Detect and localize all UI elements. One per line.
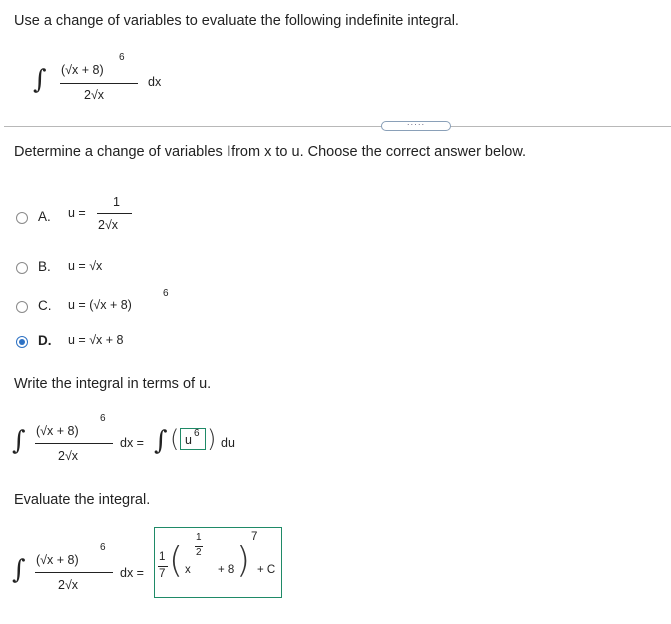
fraction-bar	[60, 83, 138, 84]
plus-c-constant: + C	[257, 564, 276, 576]
part3-numerator: (√x + 8)	[36, 553, 79, 567]
option-b-letter: B.	[38, 259, 51, 274]
answer-base-x: x	[185, 564, 191, 576]
option-a-fraction-bar	[97, 213, 132, 214]
part2-answer-u: u	[185, 433, 192, 447]
part1-prompt	[14, 144, 526, 160]
coefficient-denominator: 7	[159, 568, 166, 580]
right-paren-icon: )	[236, 540, 251, 581]
integrand-numerator: (√x + 8)	[61, 63, 104, 77]
part2-prompt: Write the integral in terms of u.	[14, 376, 212, 392]
part2-answer-exponent: 6	[194, 428, 200, 439]
part2-fraction-bar	[35, 443, 113, 444]
text-cursor-icon: I	[226, 144, 232, 160]
option-d-expression: u = √x + 8	[68, 333, 124, 347]
part3-answer-box[interactable]	[154, 527, 282, 598]
right-paren-icon: )	[207, 425, 217, 453]
part3-denominator: 2√x	[58, 578, 79, 592]
option-a-denominator: 2√x	[98, 218, 119, 232]
answer-plus-constant: + 8	[218, 564, 235, 576]
part3-fraction-bar	[35, 572, 113, 573]
option-a-lhs: u =	[68, 206, 86, 220]
instruction-text: Use a change of variables to evaluate the following indefinite integral.	[14, 13, 459, 29]
integral-sign-icon: ∫	[12, 426, 26, 456]
left-paren-icon: (	[169, 540, 184, 581]
coefficient-numerator: 1	[159, 551, 166, 563]
section-divider	[4, 126, 671, 127]
part1-prompt-end: from x to u. Choose the correct answer below.	[231, 144, 527, 160]
part3-exponent: 6	[100, 542, 106, 553]
inner-exponent-denominator: 2	[196, 547, 202, 558]
integral-sign-icon: ∫	[154, 426, 168, 456]
integrand-denominator: 2√x	[84, 88, 105, 102]
option-a-radio[interactable]	[16, 212, 28, 224]
integral-sign-icon: ∫	[33, 65, 47, 95]
coefficient-fraction-bar	[158, 566, 168, 567]
option-a-letter: A.	[38, 209, 51, 224]
outer-exponent: 7	[251, 531, 258, 543]
option-c-letter: C.	[38, 298, 52, 313]
part2-denominator: 2√x	[58, 449, 79, 463]
part2-dx-equals: dx =	[120, 436, 144, 450]
part2-numerator: (√x + 8)	[36, 424, 79, 438]
part3-dx-equals: dx =	[120, 566, 144, 580]
option-a-numerator: 1	[113, 195, 120, 209]
part1-prompt-start: Determine a change of variables	[14, 144, 227, 160]
inner-exponent-numerator: 1	[196, 532, 202, 543]
part2-exponent: 6	[100, 413, 106, 424]
part3-prompt: Evaluate the integral.	[14, 492, 151, 508]
left-paren-icon: (	[170, 425, 180, 453]
integral-sign-icon: ∫	[12, 555, 26, 585]
option-c-exponent: 6	[163, 288, 169, 299]
option-c-expression: u = (√x + 8)	[68, 298, 132, 312]
option-d-letter: D.	[38, 333, 52, 348]
expand-more-button[interactable]: ·····	[381, 121, 451, 131]
option-b-radio[interactable]	[16, 262, 28, 274]
option-c-radio[interactable]	[16, 301, 28, 313]
integrand-exponent: 6	[119, 52, 125, 63]
differential-dx: dx	[148, 75, 162, 89]
option-b-expression: u = √x	[68, 259, 103, 273]
part2-answer-box[interactable]	[180, 428, 206, 450]
part2-du: du	[221, 436, 235, 450]
option-d-radio-selected[interactable]	[16, 336, 28, 348]
